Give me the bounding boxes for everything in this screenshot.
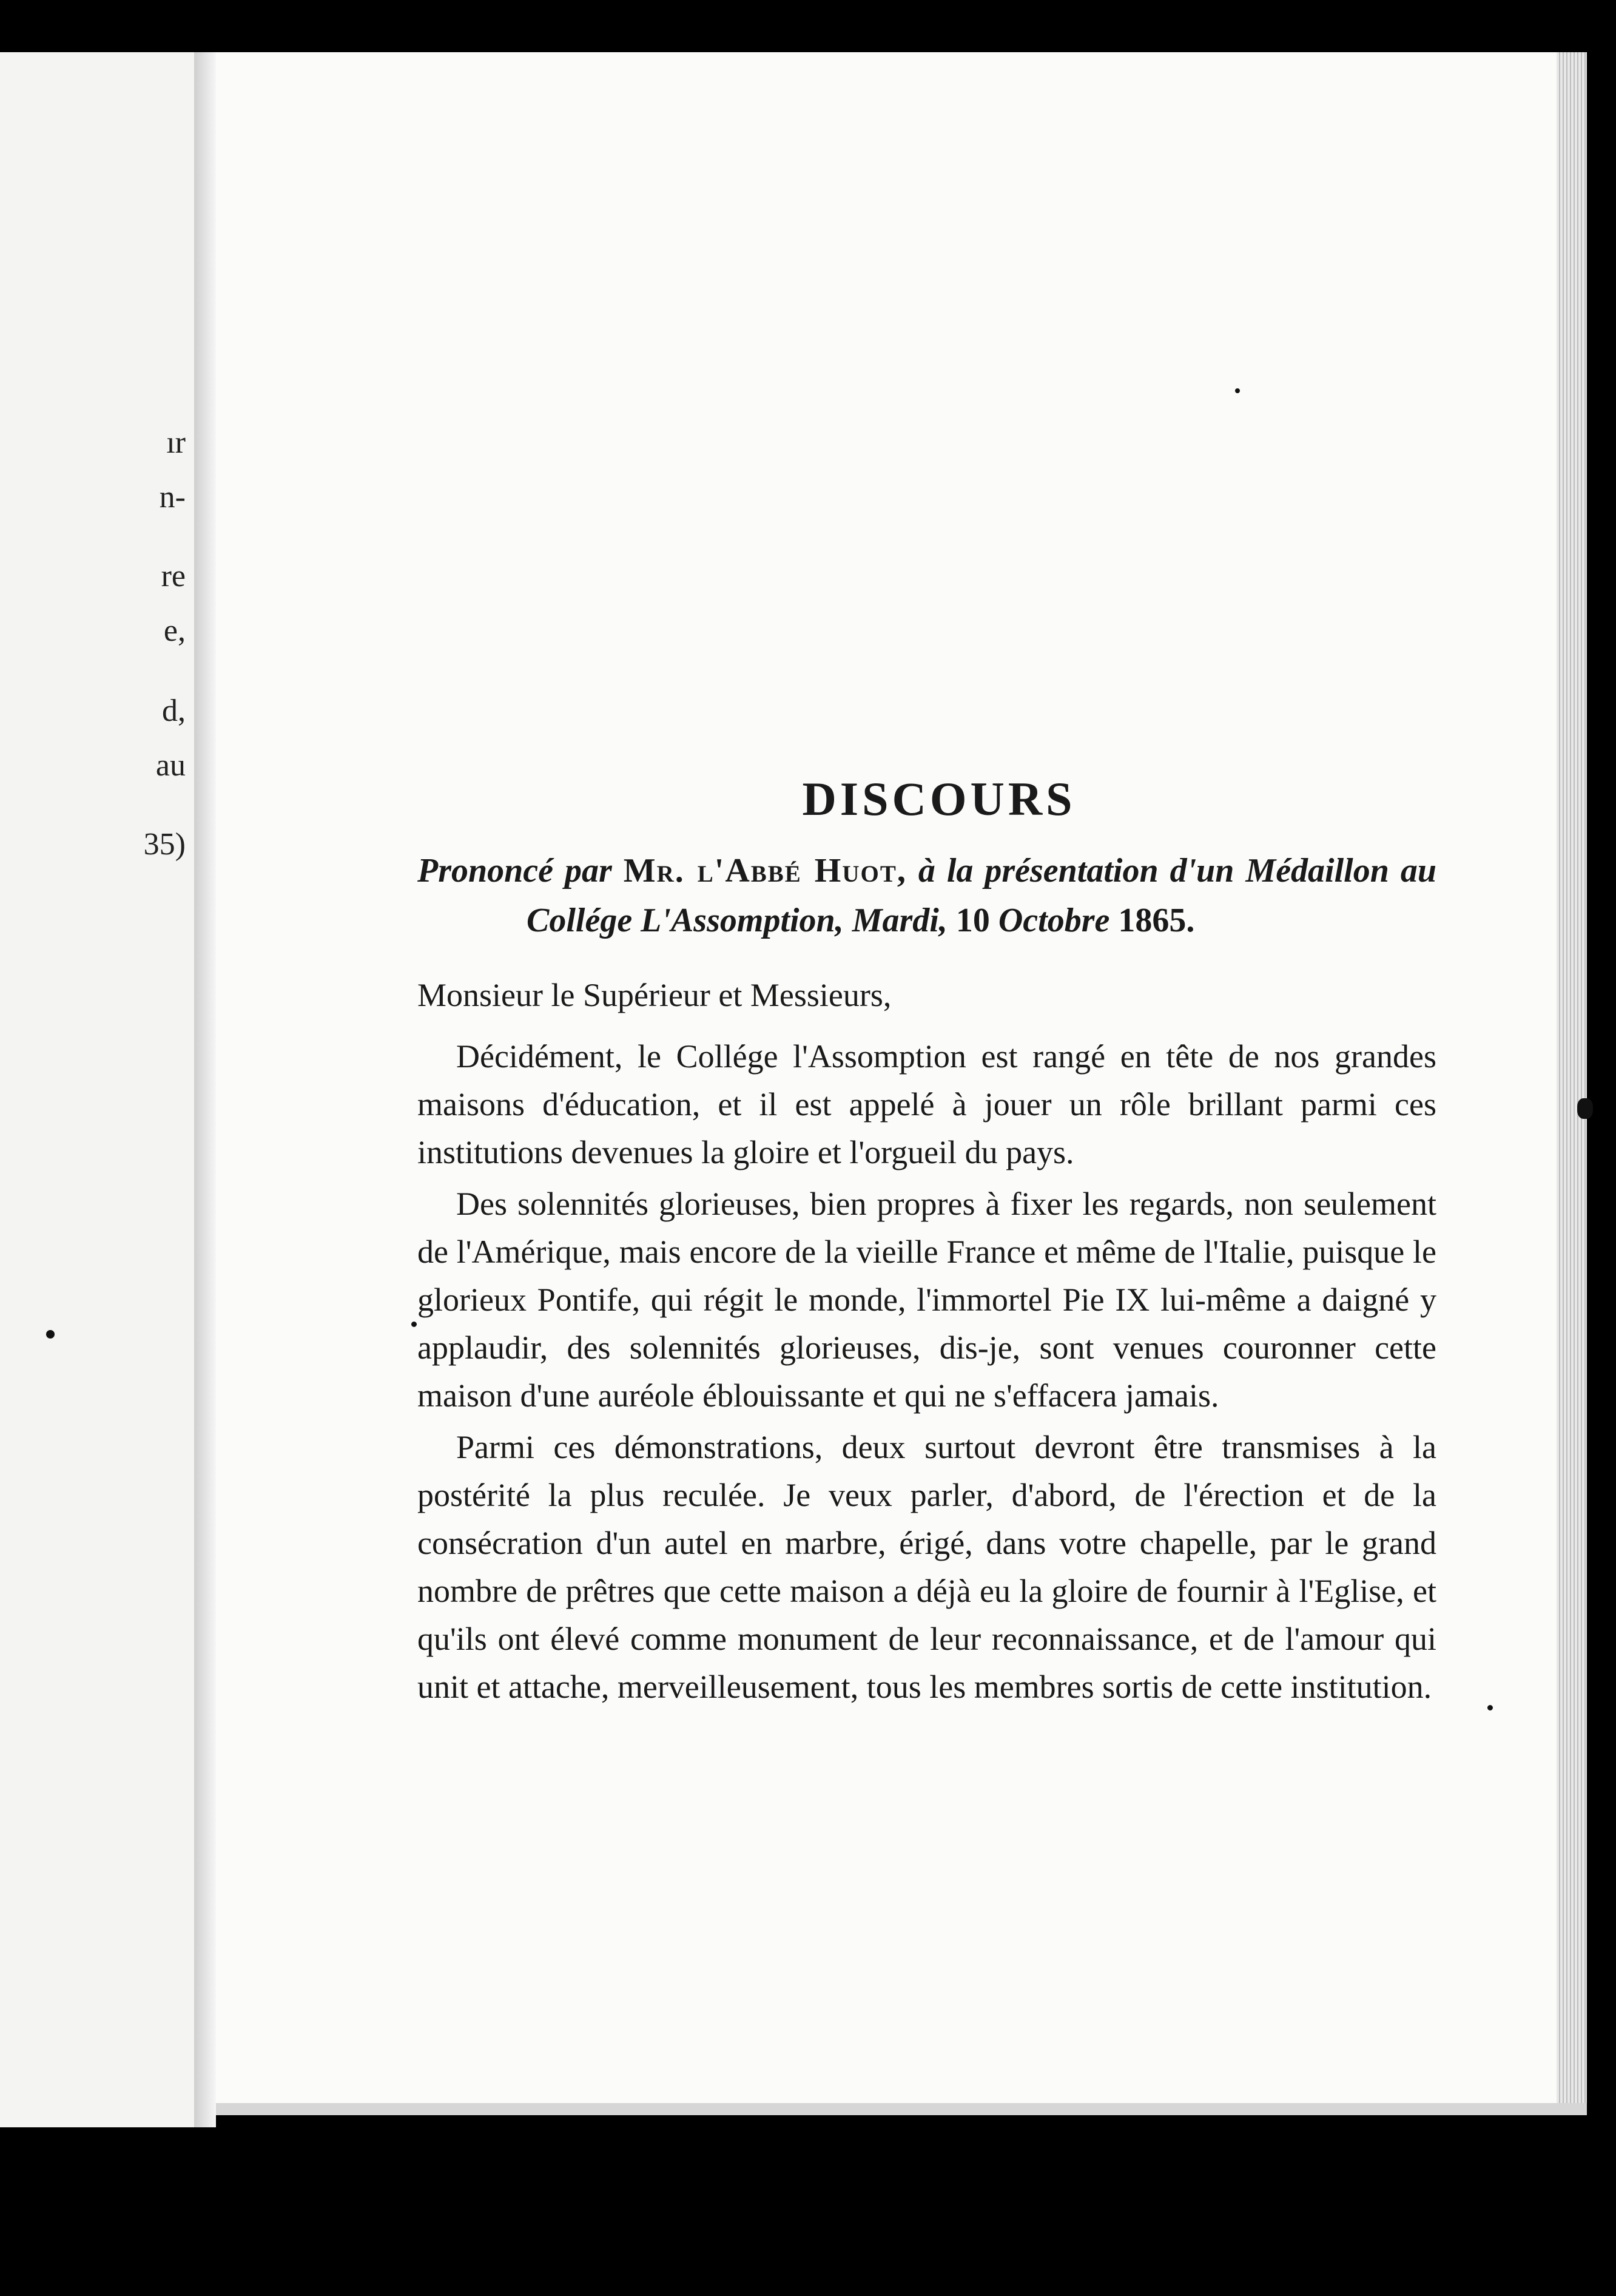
subtitle-author: Mr. l'Abbé Huot,	[623, 851, 907, 890]
page-content	[417, 771, 1436, 1715]
ink-speck	[1577, 1098, 1593, 1119]
page-bottom-edge	[216, 2103, 1587, 2115]
document-subtitle	[417, 846, 1436, 945]
paragraph: Des solennités glorieuses, bien propres à fixer les regards, non seulement de l'Amérique, mais encore de la vieille France et même de l'Italie, puisque le glorieux Pontife, qui régit le monde, l'immortel Pie IX lui-même a daigné y applaudir, des solennités glorieuses, dis-je, sont venues couronner cette maison d'une auréole éblouissante et qui ne s'effacera jamais.	[417, 1185, 1436, 1414]
paragraph: Parmi ces démonstrations, deux surtout devront être transmises à la postérité la plus reculée. Je veux parler, d'abord, de l'érection et de la consécration d'un autel en marbre, érigé, dans votre chapelle, par le grand nombre de prêtres que cette maison a déjà eu la gloire de fournir à l'Eglise, et qu'ils ont élevé comme monument de leur reconnaissance, et de l'amour qui unit et attache, merveilleusement, tous les membres sortis de cette institution.	[417, 1428, 1436, 1705]
left-page-fragment: au	[155, 748, 186, 783]
left-page-fragment: n-	[159, 480, 186, 515]
left-page-fragment: re	[161, 559, 186, 593]
subtitle-year: 1865.	[1118, 901, 1195, 939]
ink-speck	[46, 1330, 55, 1339]
subtitle-lead: Prononcé par	[417, 851, 624, 890]
book-gutter	[194, 52, 216, 2127]
document-title: DISCOURS	[802, 772, 1076, 825]
left-page-fragment: e,	[163, 613, 186, 648]
ink-speck	[1487, 1705, 1493, 1710]
paragraph: Décidément, le Collége l'Assomption est rangé en tête de nos grandes maisons d'éducation, et il est appelé à jouer un rôle brillant parmi ces institutions devenues la gloire et l'orgueil du pays.	[417, 1038, 1436, 1170]
previous-page	[0, 52, 194, 2127]
page-edge	[1557, 52, 1587, 2109]
ink-speck	[1235, 388, 1240, 393]
subtitle-day: 10	[955, 901, 990, 939]
left-page-fragment: ır	[166, 425, 186, 460]
salutation: Monsieur le Supérieur et Messieurs,	[417, 976, 892, 1013]
subtitle-text: à la présentation d'un Médaillon au Collége L'Assomption, Mardi,	[527, 851, 1436, 939]
ink-speck	[411, 1322, 417, 1327]
subtitle-month: Octobre	[989, 901, 1119, 939]
left-page-fragment: 35)	[143, 827, 186, 862]
left-page-fragment: d,	[162, 694, 186, 728]
